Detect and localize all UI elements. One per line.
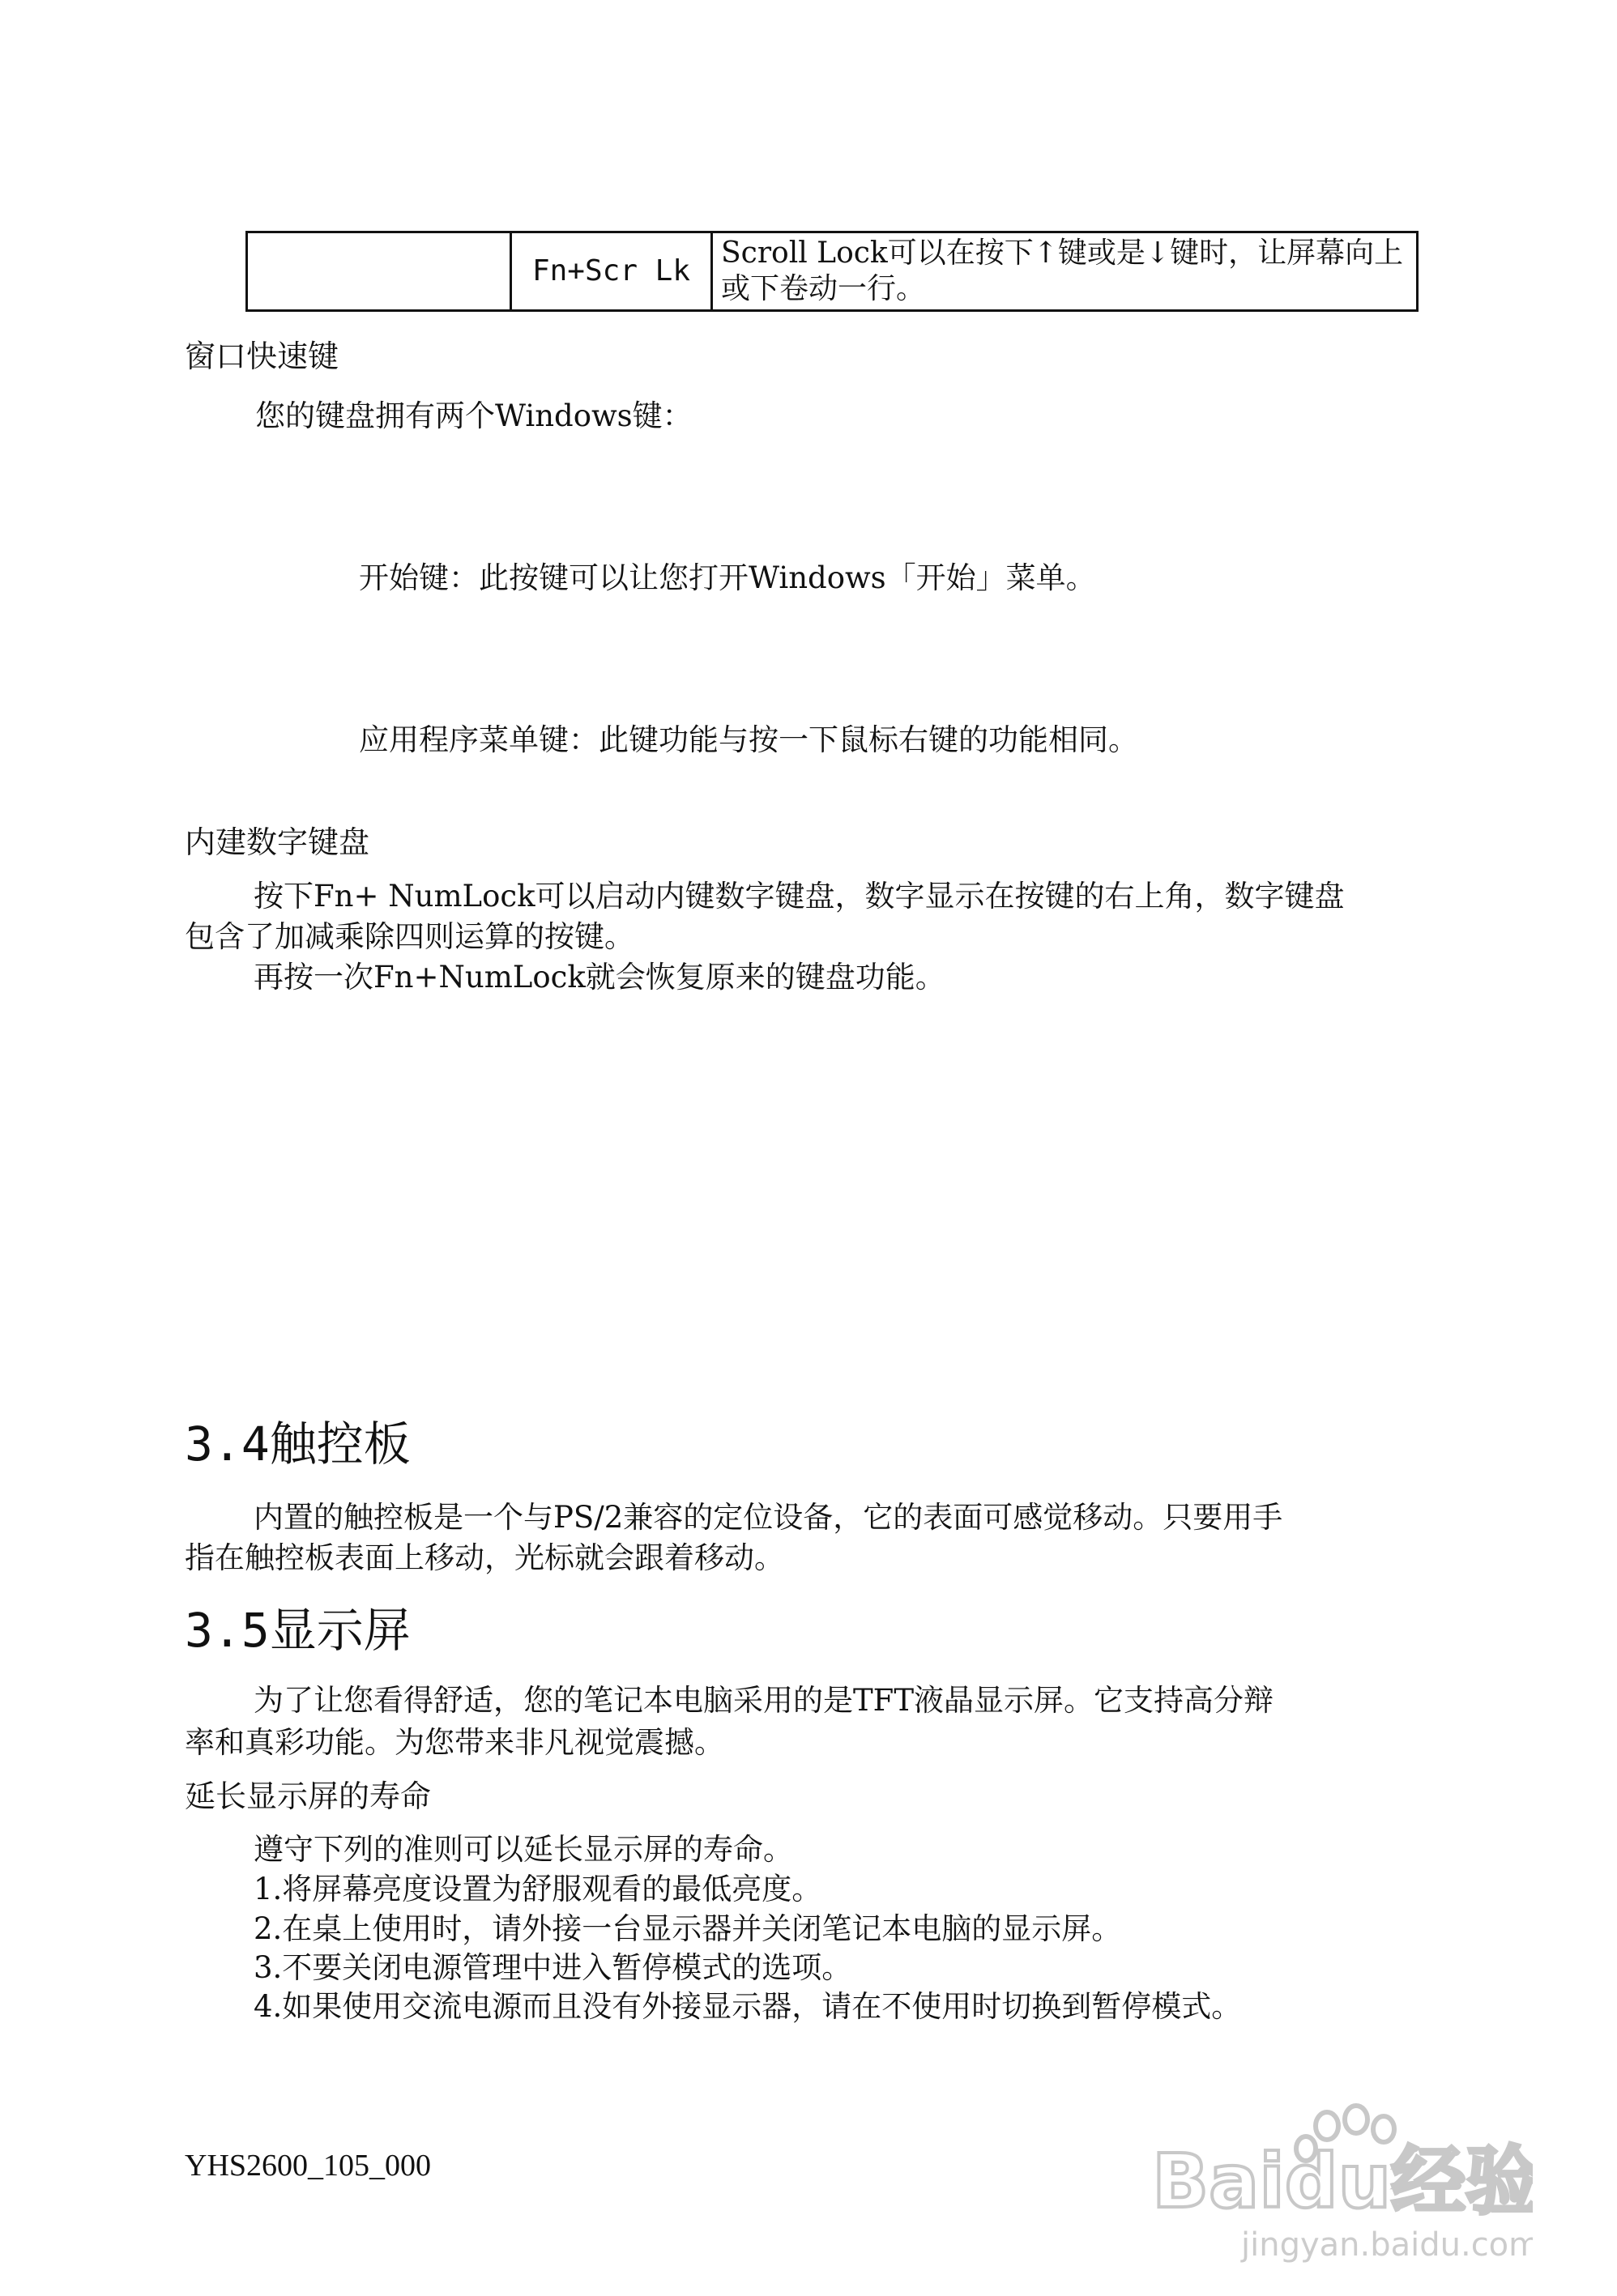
paw-logo-icon <box>1144 2102 1533 2264</box>
table-cell-description: Scroll Lock可以在按下↑键或是↓键时，让屏幕向上或下卷动一行。 <box>712 232 1418 311</box>
watermark-brand: Baidu经验 <box>1152 2138 1533 2225</box>
list-item: 4.如果使用交流电源而且没有外接显示器，请在不使用时切换到暂停模式。 <box>254 1989 1242 2024</box>
list-item: 1.将屏幕亮度设置为舒服观看的最低亮度。 <box>254 1872 822 1906</box>
baidu-watermark <box>1144 2102 1533 2264</box>
section-title-display: 3.5显示屏 <box>185 1603 411 1658</box>
section-title-touchpad: 3.4触控板 <box>185 1416 411 1472</box>
keyboard-shortcut-table <box>245 231 1419 312</box>
table-row <box>247 232 1418 311</box>
section-title-window-keys: 窗口快速键 <box>185 339 339 374</box>
section-title-numpad: 内建数字键盘 <box>185 824 370 860</box>
list-item: 3.不要关闭电源管理中进入暂停模式的选项。 <box>254 1950 852 1985</box>
watermark-url: jingyan.baidu.com <box>1241 2226 1533 2264</box>
numpad-para1-line1: 按下Fn+ NumLock可以启动内键数字键盘，数字显示在按键的右上角，数字键盘 <box>254 879 1345 914</box>
lifespan-intro: 遵守下列的准则可以延长显示屏的寿命。 <box>254 1832 793 1867</box>
window-keys-intro: 您的键盘拥有两个Windows键： <box>255 398 693 433</box>
start-key-desc: 开始键：此按键可以让您打开Windows「开始」菜单。 <box>359 560 1096 595</box>
numpad-para1-line2: 包含了加减乘除四则运算的按键。 <box>185 919 634 954</box>
touchpad-line1: 内置的触控板是一个与PS/2兼容的定位设备，它的表面可感觉移动。只要用手 <box>254 1500 1283 1535</box>
display-line2: 率和真彩功能。为您带来非凡视觉震撼。 <box>185 1725 724 1760</box>
table-cell-key: Fn+Scr Lk <box>511 232 712 311</box>
menu-key-desc: 应用程序菜单键：此键功能与按一下鼠标右键的功能相同。 <box>359 722 1138 757</box>
list-item: 2.在桌上使用时，请外接一台显示器并关闭笔记本电脑的显示屏。 <box>254 1911 1122 1946</box>
display-line1: 为了让您看得舒适，您的笔记本电脑采用的是TFT液晶显示屏。它支持高分辩 <box>254 1683 1274 1718</box>
table-cell-blank <box>247 232 511 311</box>
section-title-lifespan: 延长显示屏的寿命 <box>185 1778 432 1814</box>
footer-code: YHS2600_105_000 <box>185 2149 432 2183</box>
numpad-para2: 再按一次Fn+NumLock就会恢复原来的键盘功能。 <box>254 960 945 995</box>
touchpad-line2: 指在触控板表面上移动，光标就会跟着移动。 <box>185 1540 784 1575</box>
